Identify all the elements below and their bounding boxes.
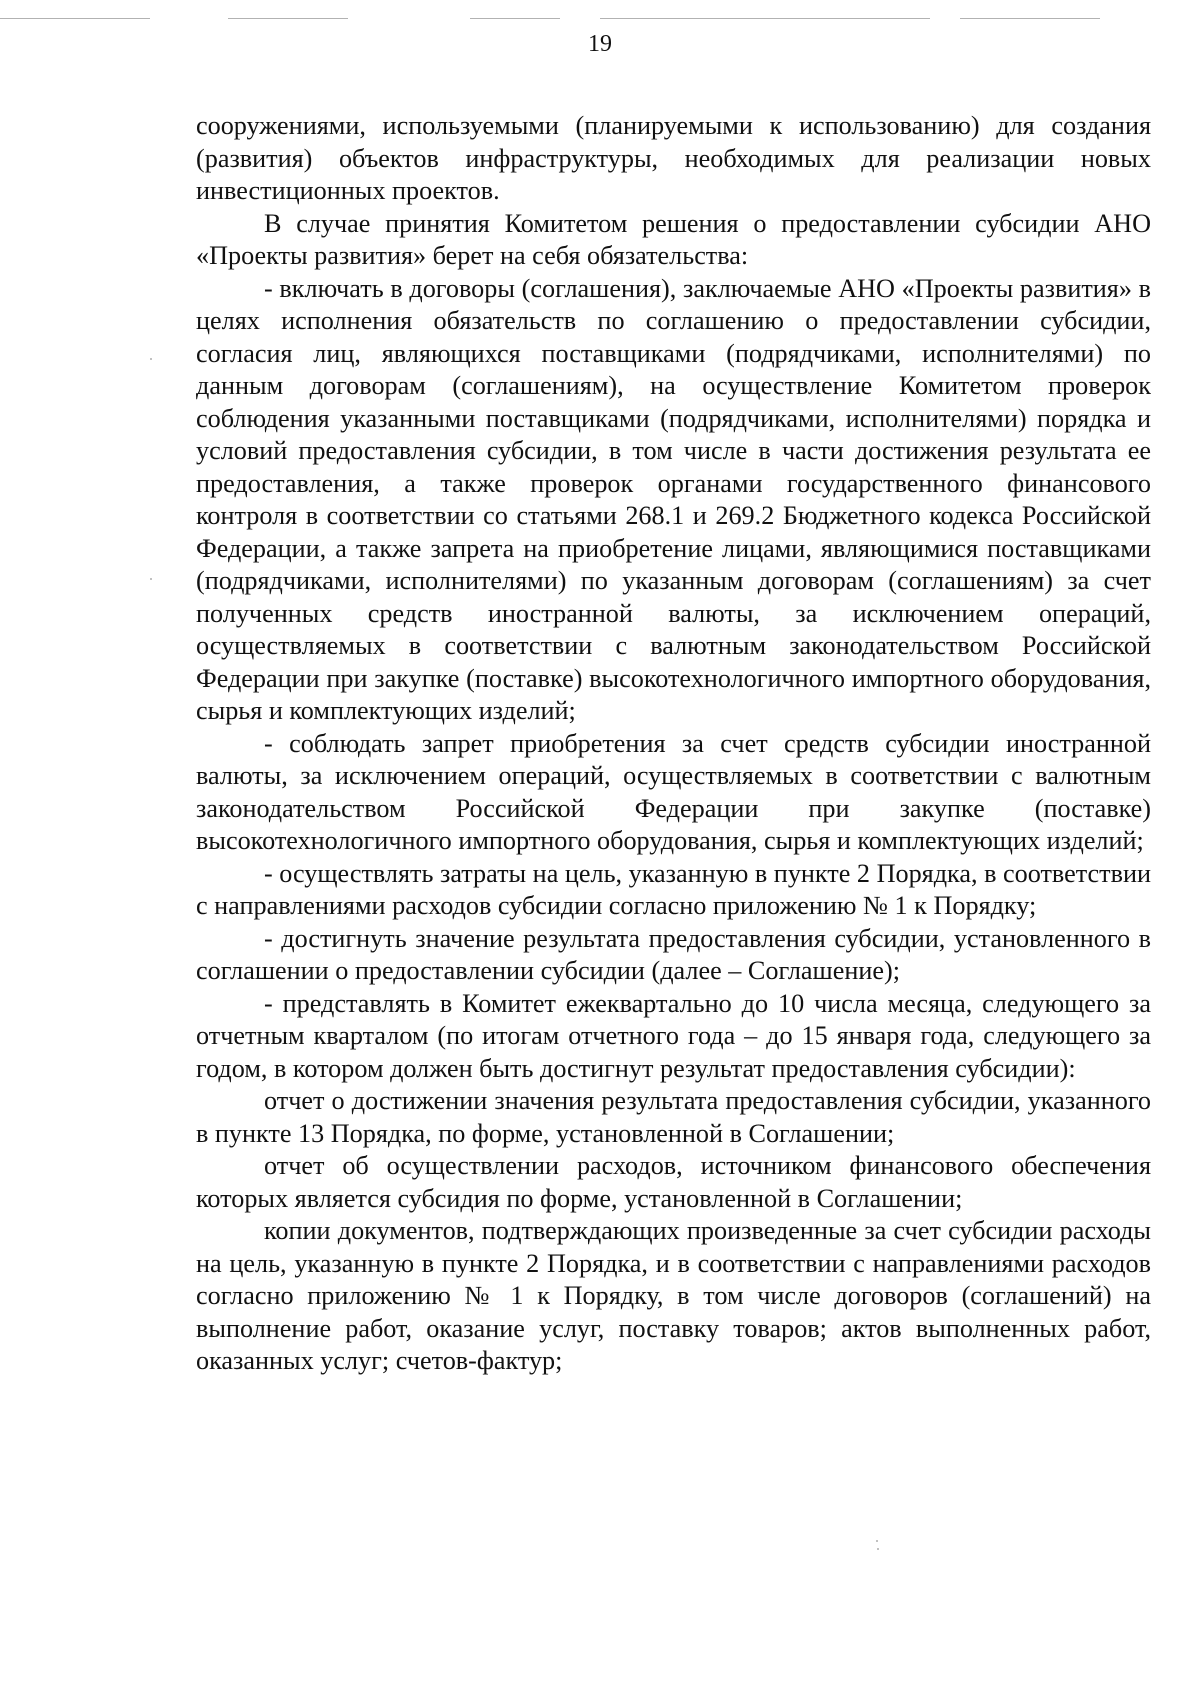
page-number: 19 [588, 31, 612, 57]
paragraph-result-report: отчет о достижении значения результата предоставления субсидии, указанного в пункте 13 Порядка, по форме, установленной в Соглашении; [196, 1086, 1151, 1148]
paragraph-continuation: сооружениями, используемыми (планируемыми к использованию) для создания (развития) объектов инфраструктуры, необходимых для реализации новых инвестиционных проектов. [196, 111, 1151, 205]
document-body [196, 110, 1151, 1378]
paragraph-currency-ban: - соблюдать запрет приобретения за счет средств субсидии иностранной валюты, за исключением операций, осуществляемых в соответствии с валютным законодательством Российской Федерации при закупке (поставке) высокотехнологичного импортного оборудования, сырья и комплектующих изделий; [196, 728, 1151, 855]
paragraph-result-value: - достигнуть значение результата предоставления субсидии, установленного в соглашении о предоставлении субсидии (далее – Соглашение); [196, 923, 1151, 985]
paragraph-expenses-purpose: - осуществлять затраты на цель, указанную в пункте 2 Порядка, в соответствии с направлениями расходов субсидии согласно приложению № 1 к Порядку; [196, 858, 1151, 920]
paragraph-document-copies: копии документов, подтверждающих произведенные за счет субсидии расходы на цель, указанную в пункте 2 Порядка, и в соответствии с направлениями расходов согласно приложению № 1 к Порядку, в том числе договоров (соглашений) на выполнение работ, оказание услуг, поставку товаров; актов выполненных работ, оказанных услуг; счетов-фактур; [196, 1216, 1151, 1375]
paragraph-contracts-clause: - включать в договоры (соглашения), заключаемые АНО «Проекты развития» в целях исполнения обязательств по соглашению о предоставлении субсидии, согласия лиц, являющихся поставщиками (подрядчиками, исполнителями) по данным договорам (соглашениям), на осуществление Комитетом проверок соблюдения указанными поставщиками (подрядчиками, исполнителями) порядка и условий предоставления субсидии, в том числе в части достижения результата ее предоставления, а также проверок органами государственного финансового контроля в соответствии со статьями 268.1 и 269.2 Бюджетного кодекса Российской Федерации, а также запрета на приобретение лицами, являющимися поставщиками (подрядчиками, исполнителями) по указанным договорам (соглашениям) за счет полученных средств иностранной валюты, за исключением операций, осуществляемых в соответствии с валютным законодательством Российской Федерации при закупке (поставке) высокотехнологичного импортного оборудования, сырья и комплектующих изделий; [196, 273, 1151, 725]
paragraph-quarterly-reporting: - представлять в Комитет ежеквартально до 10 числа месяца, следующего за отчетным кварталом (по итогам отчетного года – до 15 января года, следующего за годом, в котором должен быть достигнут результат предоставления субсидии): [196, 988, 1151, 1083]
paragraph-expenses-report: отчет об осуществлении расходов, источником финансового обеспечения которых является субсидия по форме, установленной в Соглашении; [196, 1151, 1151, 1213]
paragraph-obligations-intro: В случае принятия Комитетом решения о предоставлении субсидии АНО «Проекты развития» берет на себя обязательства: [196, 208, 1151, 270]
scan-edge-artifact [0, 16, 1200, 22]
